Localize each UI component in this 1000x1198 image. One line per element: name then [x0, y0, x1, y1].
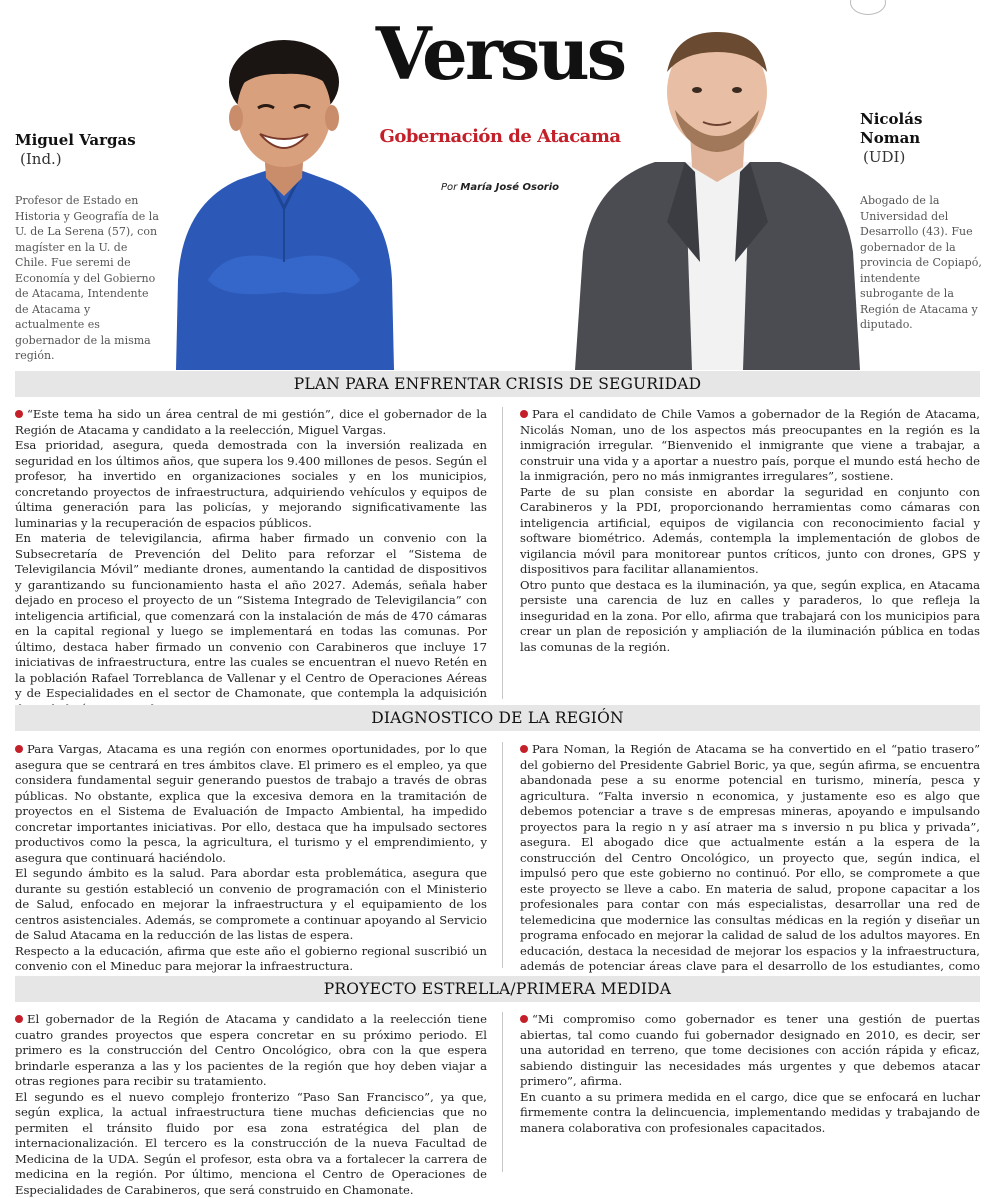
candidate-left-photo	[168, 30, 400, 370]
candidate-left-bio: Profesor de Estado en Historia y Geografía de la U. de La Serena (57), con magíster en la U. de Chile. Fue seremi de Economía y del Gobierno de Atacama, Intendente de Atacama y actualmente es gobernador de la misma región.	[15, 193, 159, 364]
candidate-right-party: (UDI)	[860, 148, 985, 167]
byline-prefix: Por	[441, 182, 457, 193]
section-heading-security: PLAN PARA ENFRENTAR CRISIS DE SEGURIDAD	[15, 371, 980, 397]
section-star-project-left	[15, 1012, 487, 1198]
column-divider	[502, 407, 503, 699]
corner-decoration	[850, 0, 886, 15]
byline	[420, 182, 580, 193]
bullet-dot	[15, 745, 23, 753]
page-title: Versus	[360, 18, 640, 90]
bullet-dot	[15, 410, 23, 418]
paragraph: Para el candidato de Chile Vamos a gobernador de la Región de Atacama, Nicolás Noman, uno de los aspectos más preocupantes en la región es la inmigración irregular. “Bienvenido el inmigrante que viene a trabajar, a construir una vida y a aportar a nuestro país, porque el mundo está hecho de la inmigración, pero no más inmigrantes irregulares”, sostiene.	[520, 407, 980, 483]
candidate-left-party: (Ind.)	[15, 150, 165, 169]
section-security-left	[15, 407, 487, 717]
section-diagnosis-left	[15, 742, 487, 975]
candidate-left-heading	[15, 131, 165, 169]
paragraph: El gobernador de la Región de Atacama y candidato a la reelección tiene cuatro grandes proyectos que espera concretar en su próximo periodo. El primero es la construcción del Centro Oncológico, obra con la que espera brindarle esperanza a las y los pacientes de la región que hoy deben viajar a otras regiones para recibir su tratamiento.	[15, 1012, 487, 1088]
section-security-right	[520, 407, 980, 655]
paragraph: “Este tema ha sido un área central de mi gestión”, dice el gobernador de la Región de Atacama y candidato a la reelección, Miguel Vargas.	[15, 407, 487, 437]
section-diagnosis-right	[520, 742, 980, 990]
candidate-right-name-first: Nicolás	[860, 110, 985, 129]
bullet-dot	[520, 745, 528, 753]
paragraph: El segundo es el nuevo complejo fronterizo “Paso San Francisco”, ya que, según explica, la actual infraestructura tiene muchas deficiencias que no permiten el tránsito fluido por esa zona estratégica del plan de internacionalización. El tercero es la construcción de la nueva Facultad de Medicina de la UDA. Según el profesor, esta obra va a fortalecer la carrera de medicina en la región. Por último, menciona el Centro de Operaciones de Especialidades de Carabineros, que será construido en Chamonate.	[15, 1090, 487, 1198]
bullet-dot	[15, 1015, 23, 1023]
candidate-right-heading	[860, 110, 985, 167]
section-star-project-right	[520, 1012, 980, 1136]
paragraph: En materia de televigilancia, afirma haber firmado un convenio con la Subsecretaría de Prevención del Delito para reforzar el “Sistema de Televigilancia Móvil” mediante drones, aumentando la cantidad de dispositivos y garantizando su funcionamiento hasta el año 2027. Además, señala haber dejado en proceso el proyecto de un “Sistema Integrado de Televigilancia” con inteligencia artificial, que comenzará con la instalación de más de 470 cámaras en la capital regional y luego se implementará en todas las comunas. Por último, destaca haber firmado un convenio con Carabineros que incluye 17 iniciativas de infraestructura, entre las cuales se encuentran el nuevo Retén en la población Rafael Torreblanca de Vallenar y el Centro de Operaciones Aéreas y de Especialidades en el sector de Chamonate, que contempla la adquisición	[15, 531, 487, 717]
paragraph: Para Vargas, Atacama es una región con enormes oportunidades, por lo que asegura que se centrará en tres ámbitos clave. El primero es el empleo, ya que considera fundamental seguir generando puestos de trabajo a través de obras públicas. No obstante, explica que la excesiva demora en la tramitación de proyectos en el Sistema de Evaluación de Impacto Ambiental, ha impedido concretar importantes iniciativas. Por ello, destaca que ha impulsado sectores productivos como la pesca, la agricultura, el turismo y el emprendimiento, y asegura que continuará haciéndolo.	[15, 742, 487, 865]
paragraph: En cuanto a su primera medida en el cargo, dice que se enfocará en luchar firmemente contra la delincuencia, implementando medidas y trabajando de manera colaborativa con profesionales capacitados.	[520, 1090, 980, 1137]
candidate-left-name: Miguel Vargas	[15, 131, 165, 150]
paragraph: El segundo ámbito es la salud. Para abordar esta problemática, asegura que durante su gestión estableció un convenio de programación con el Ministerio de Salud, enfocado en mejorar la infraestructura y el equipamiento de los centros asistenciales. Además, se compromete a continuar apoyando al Servicio de Salud Atacama en la reducción de las listas de espera.	[15, 866, 487, 944]
paragraph: “Mi compromiso como gobernador es tener una gestión de puertas abiertas, tal como cuando fui gobernador designado en 2010, es decir, ser una autoridad en terreno, que tome decisiones con acción rápida y eficaz, sabiendo distinguir las necesidades más urgentes y que debemos atacar primero”, afirma.	[520, 1012, 980, 1088]
page-subtitle: Gobernación de Atacama	[350, 126, 650, 147]
section-heading-diagnosis: DIAGNOSTICO DE LA REGIÓN	[15, 705, 980, 731]
paragraph: Para Noman, la Región de Atacama se ha convertido en el “patio trasero” del gobierno del Presidente Gabriel Boric, ya que, según afirma, se encuentra abandonada pese a su enorme potencial en turismo, minería, pesca y agricultura. “Falta inversio n economica, y justamente eso es algo que debemos potenciar a trave s de empresas mineras, apoyando e impulsando proyectos para la regio n y así atraer ma s inversio n pu blica y privada”, asegura. El abogado dice que actualmente están a la espera de la construcción del Centro Oncológico, un proyecto que, según indica, el impulsó pero que este gobierno no continuó. Por ello, se compromete a que este proyecto se lleve a cabo. En materia de salud, propone capacitar a los profesionales para contar con más especialistas, desarrollar una red de telemedicina que modernice las consultas médicas en la región y diseñar un programa enfocado en mejorar la calidad de salud de los adultos mayores. En educación, destaca la necesidad de mejorar los espacios y la infraestructura, además de potenciar áreas clave para el desarrollo de los estudiantes, como	[520, 742, 980, 989]
byline-author: María José Osorio	[460, 182, 559, 193]
paragraph: Parte de su plan consiste en abordar la seguridad en conjunto con Carabineros y la PDI, proporcionando herramientas como cámaras con inteligencia artificial, equipos de vigilancia con reconocimiento facial y software biométrico. Además, contempla la implementación de globos de vigilancia móvil para monitorear puntos críticos, junto con drones, GPS y dispositivos para facilitar allanamientos.	[520, 485, 980, 578]
candidate-right-photo	[575, 22, 860, 370]
bullet-dot	[520, 1015, 528, 1023]
section-heading-star-project: PROYECTO ESTRELLA/PRIMERA MEDIDA	[15, 976, 980, 1002]
candidate-right-name-last: Noman	[860, 129, 985, 148]
candidate-right-bio: Abogado de la Universidad del Desarrollo (43). Fue gobernador de la provincia de Copiapó, intendente subrogante de la Región de Atacama y diputado.	[860, 193, 985, 333]
column-divider	[502, 742, 503, 968]
column-divider	[502, 1012, 503, 1172]
paragraph: Esa prioridad, asegura, queda demostrada con la inversión realizada en seguridad en los últimos años, que supera los 9.400 millones de pesos. Según el profesor, ha invertido en organizaciones sociales y en los municipios, concretando proyectos de infraestructura, adquiriendo vehículos y equipos de última generación para las policías, y mejorando significativamente las luminarias y la recuperación de espacios públicos.	[15, 438, 487, 531]
bullet-dot	[520, 410, 528, 418]
paragraph: Respecto a la educación, afirma que este año el gobierno regional suscribió un convenio con el Mineduc para mejorar la infraestructura.	[15, 944, 487, 975]
paragraph: Otro punto que destaca es la iluminación, ya que, según explica, en Atacama persiste una carencia de luz en calles y paraderos, lo que refleja la inseguridad en la zona. Por ello, afirma que trabajará con los municipios para crear un plan de reposición y ampliación de la iluminación pública en todas las comunas de la región.	[520, 578, 980, 656]
